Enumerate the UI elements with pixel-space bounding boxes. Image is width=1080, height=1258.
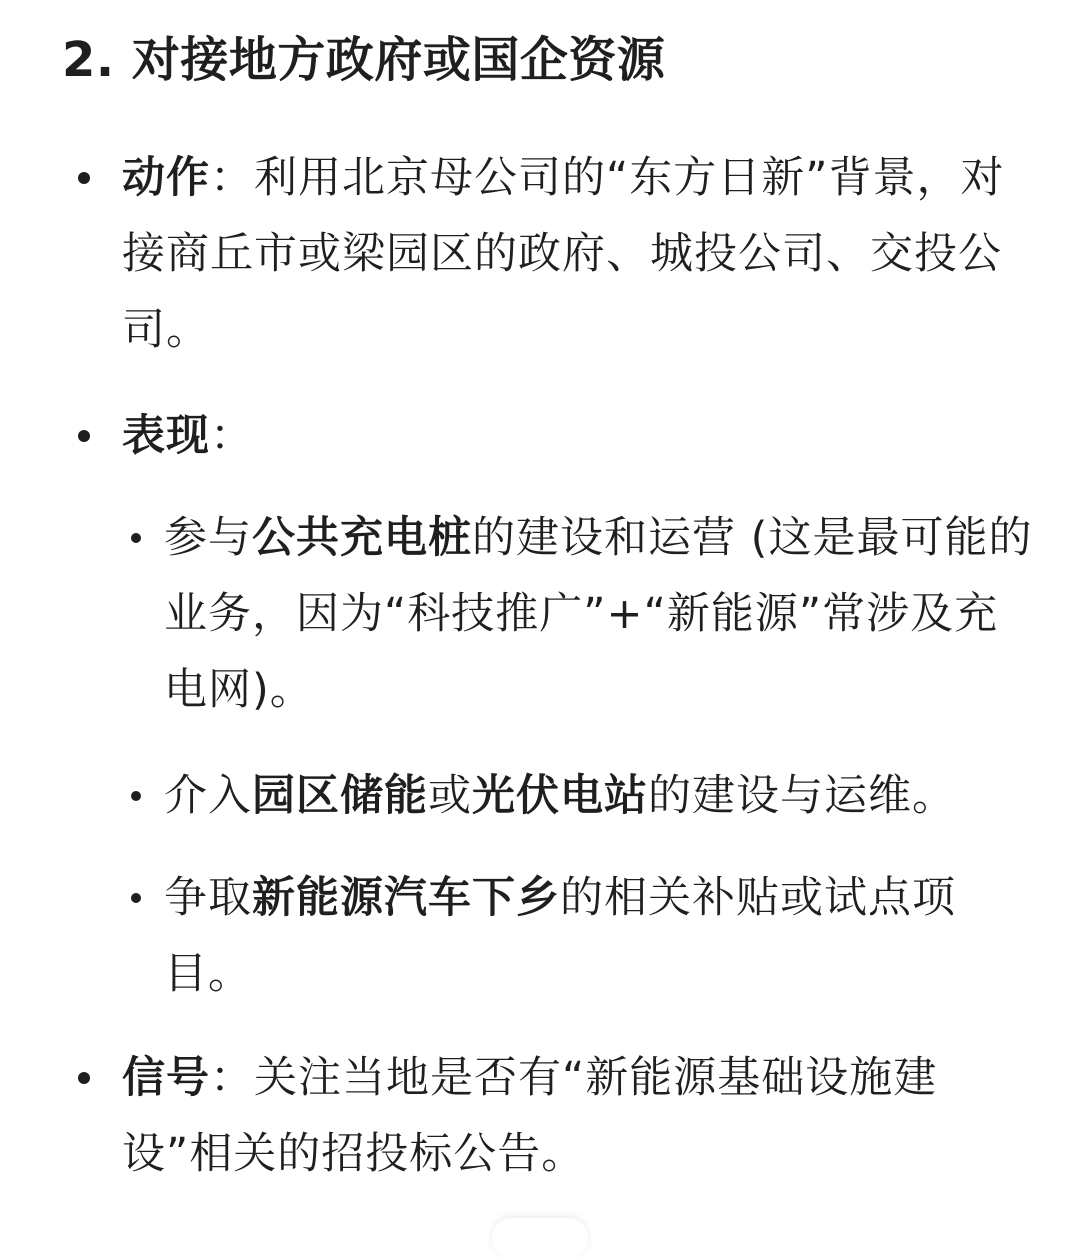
sub-text-post: 的建设和运营 (这是最可能的业务，因为“科技推广”+“新能源”常涉及充电网)。 [164, 513, 1033, 715]
bullet-dot [78, 172, 90, 184]
bullet-text-signal: 关注当地是否有“新能源基础设施建设”相关的招投标公告。 [122, 1053, 938, 1179]
bullet-label-signal: 信号 [122, 1053, 210, 1103]
bullet-label-performance: 表现 [122, 411, 210, 461]
sub-text-bold: 公共充电桩 [252, 513, 472, 563]
sub-bullet-charging [164, 500, 1034, 728]
label-separator: ： [210, 411, 254, 461]
bullet-performance [122, 398, 1032, 474]
sub-bullet-ev-rural [164, 860, 1034, 1012]
sub-text-post: 的相关补贴或试点项目。 [164, 873, 956, 999]
bullet-signal [122, 1040, 1032, 1192]
bullet-dot [131, 893, 141, 903]
sub-text-pre: 参与 [164, 513, 252, 563]
bullet-dot [131, 791, 141, 801]
section-title: 2. 对接地方政府或国企资源 [62, 32, 666, 88]
bullet-action [122, 140, 1032, 368]
scroll-down-button[interactable] [492, 1218, 588, 1258]
bullet-dot [78, 1072, 90, 1084]
sub-text-bold-2: 光伏电站 [472, 771, 648, 821]
label-separator: ： [210, 153, 254, 203]
bullet-label-action: 动作 [122, 153, 210, 203]
sub-bullet-storage [164, 758, 1034, 834]
bullet-text-action: 利用北京母公司的“东方日新”背景，对接商丘市或梁园区的政府、城投公司、交投公司。 [122, 153, 1005, 355]
bullet-dot [131, 533, 141, 543]
sub-text-bold-1: 园区储能 [252, 771, 428, 821]
sub-text-post: 的建设与运维。 [648, 771, 956, 821]
sub-text-bold: 新能源汽车下乡 [252, 873, 560, 923]
sub-text-pre: 争取 [164, 873, 252, 923]
sub-text-mid: 或 [428, 771, 472, 821]
label-separator: ： [210, 1053, 254, 1103]
bullet-dot [78, 430, 90, 442]
sub-text-pre: 介入 [164, 771, 252, 821]
